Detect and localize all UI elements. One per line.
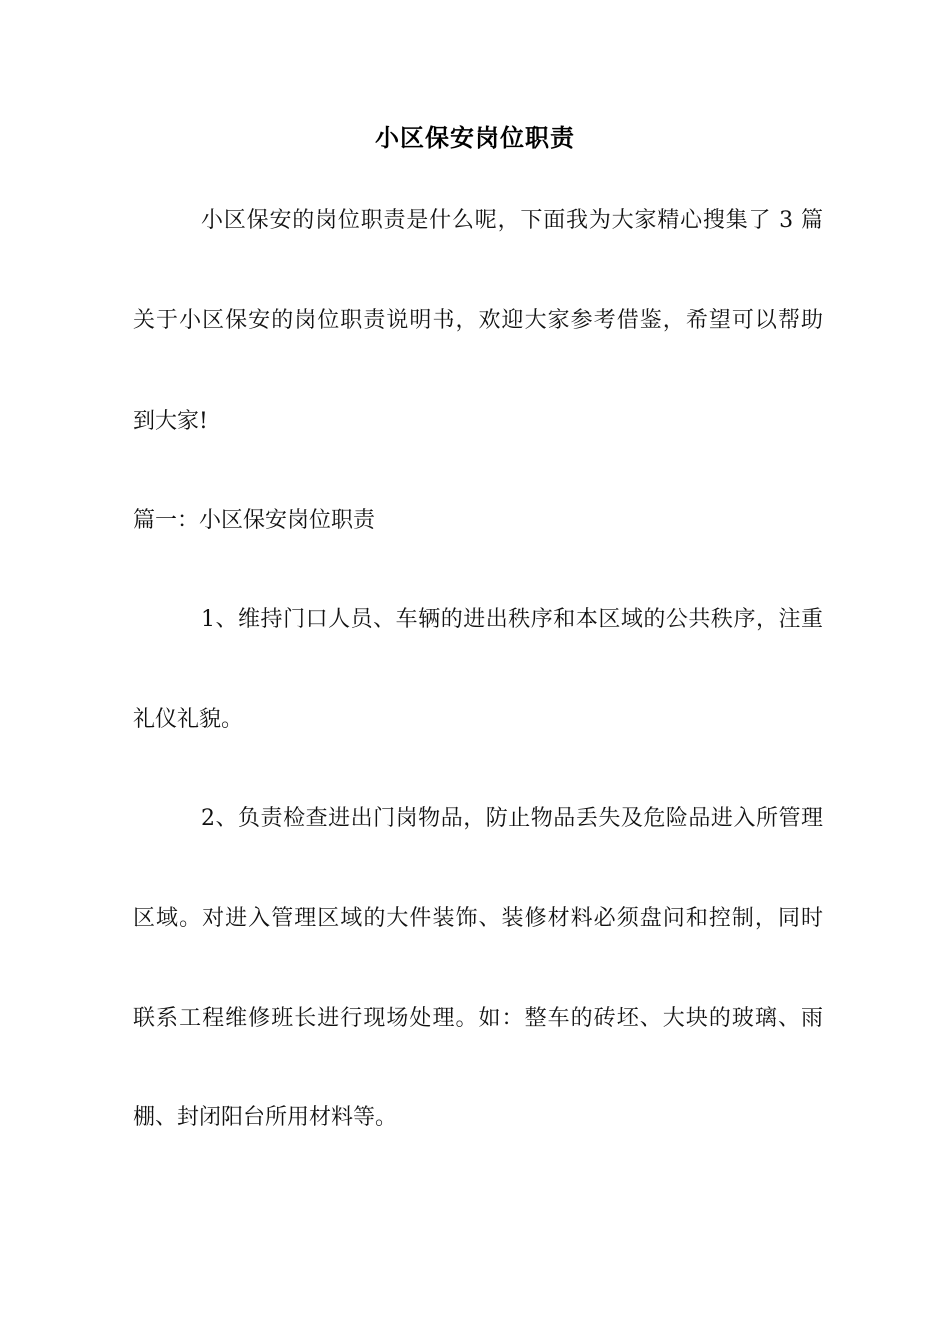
item-1-line-1: 1、维持门口人员、车辆的进出秩序和本区域的公共秩序，注重: [201, 607, 823, 632]
document-title: 小区保安岗位职责: [375, 124, 575, 152]
item-1-line-2: 礼仪礼貌。: [133, 707, 244, 732]
intro-line-1: 小区保安的岗位职责是什么呢，下面我为大家精心搜集了 3 篇: [201, 208, 823, 233]
intro-line-2: 关于小区保安的岗位职责说明书，欢迎大家参考借鉴，希望可以帮助: [133, 308, 823, 333]
intro-line-3: 到大家!: [133, 409, 208, 434]
item-2-line-3: 联系工程维修班长进行现场处理。如：整车的砖坯、大块的玻璃、雨: [133, 1006, 823, 1031]
item-2-line-2: 区域。对进入管理区域的大件装饰、装修材料必须盘问和控制，同时: [133, 906, 823, 931]
item-2-line-4: 棚、封闭阳台所用材料等。: [133, 1105, 398, 1130]
item-2-line-1: 2、负责检查进出门岗物品，防止物品丢失及危险品进入所管理: [201, 806, 823, 831]
section-heading: 篇一：小区保安岗位职责: [133, 508, 376, 533]
